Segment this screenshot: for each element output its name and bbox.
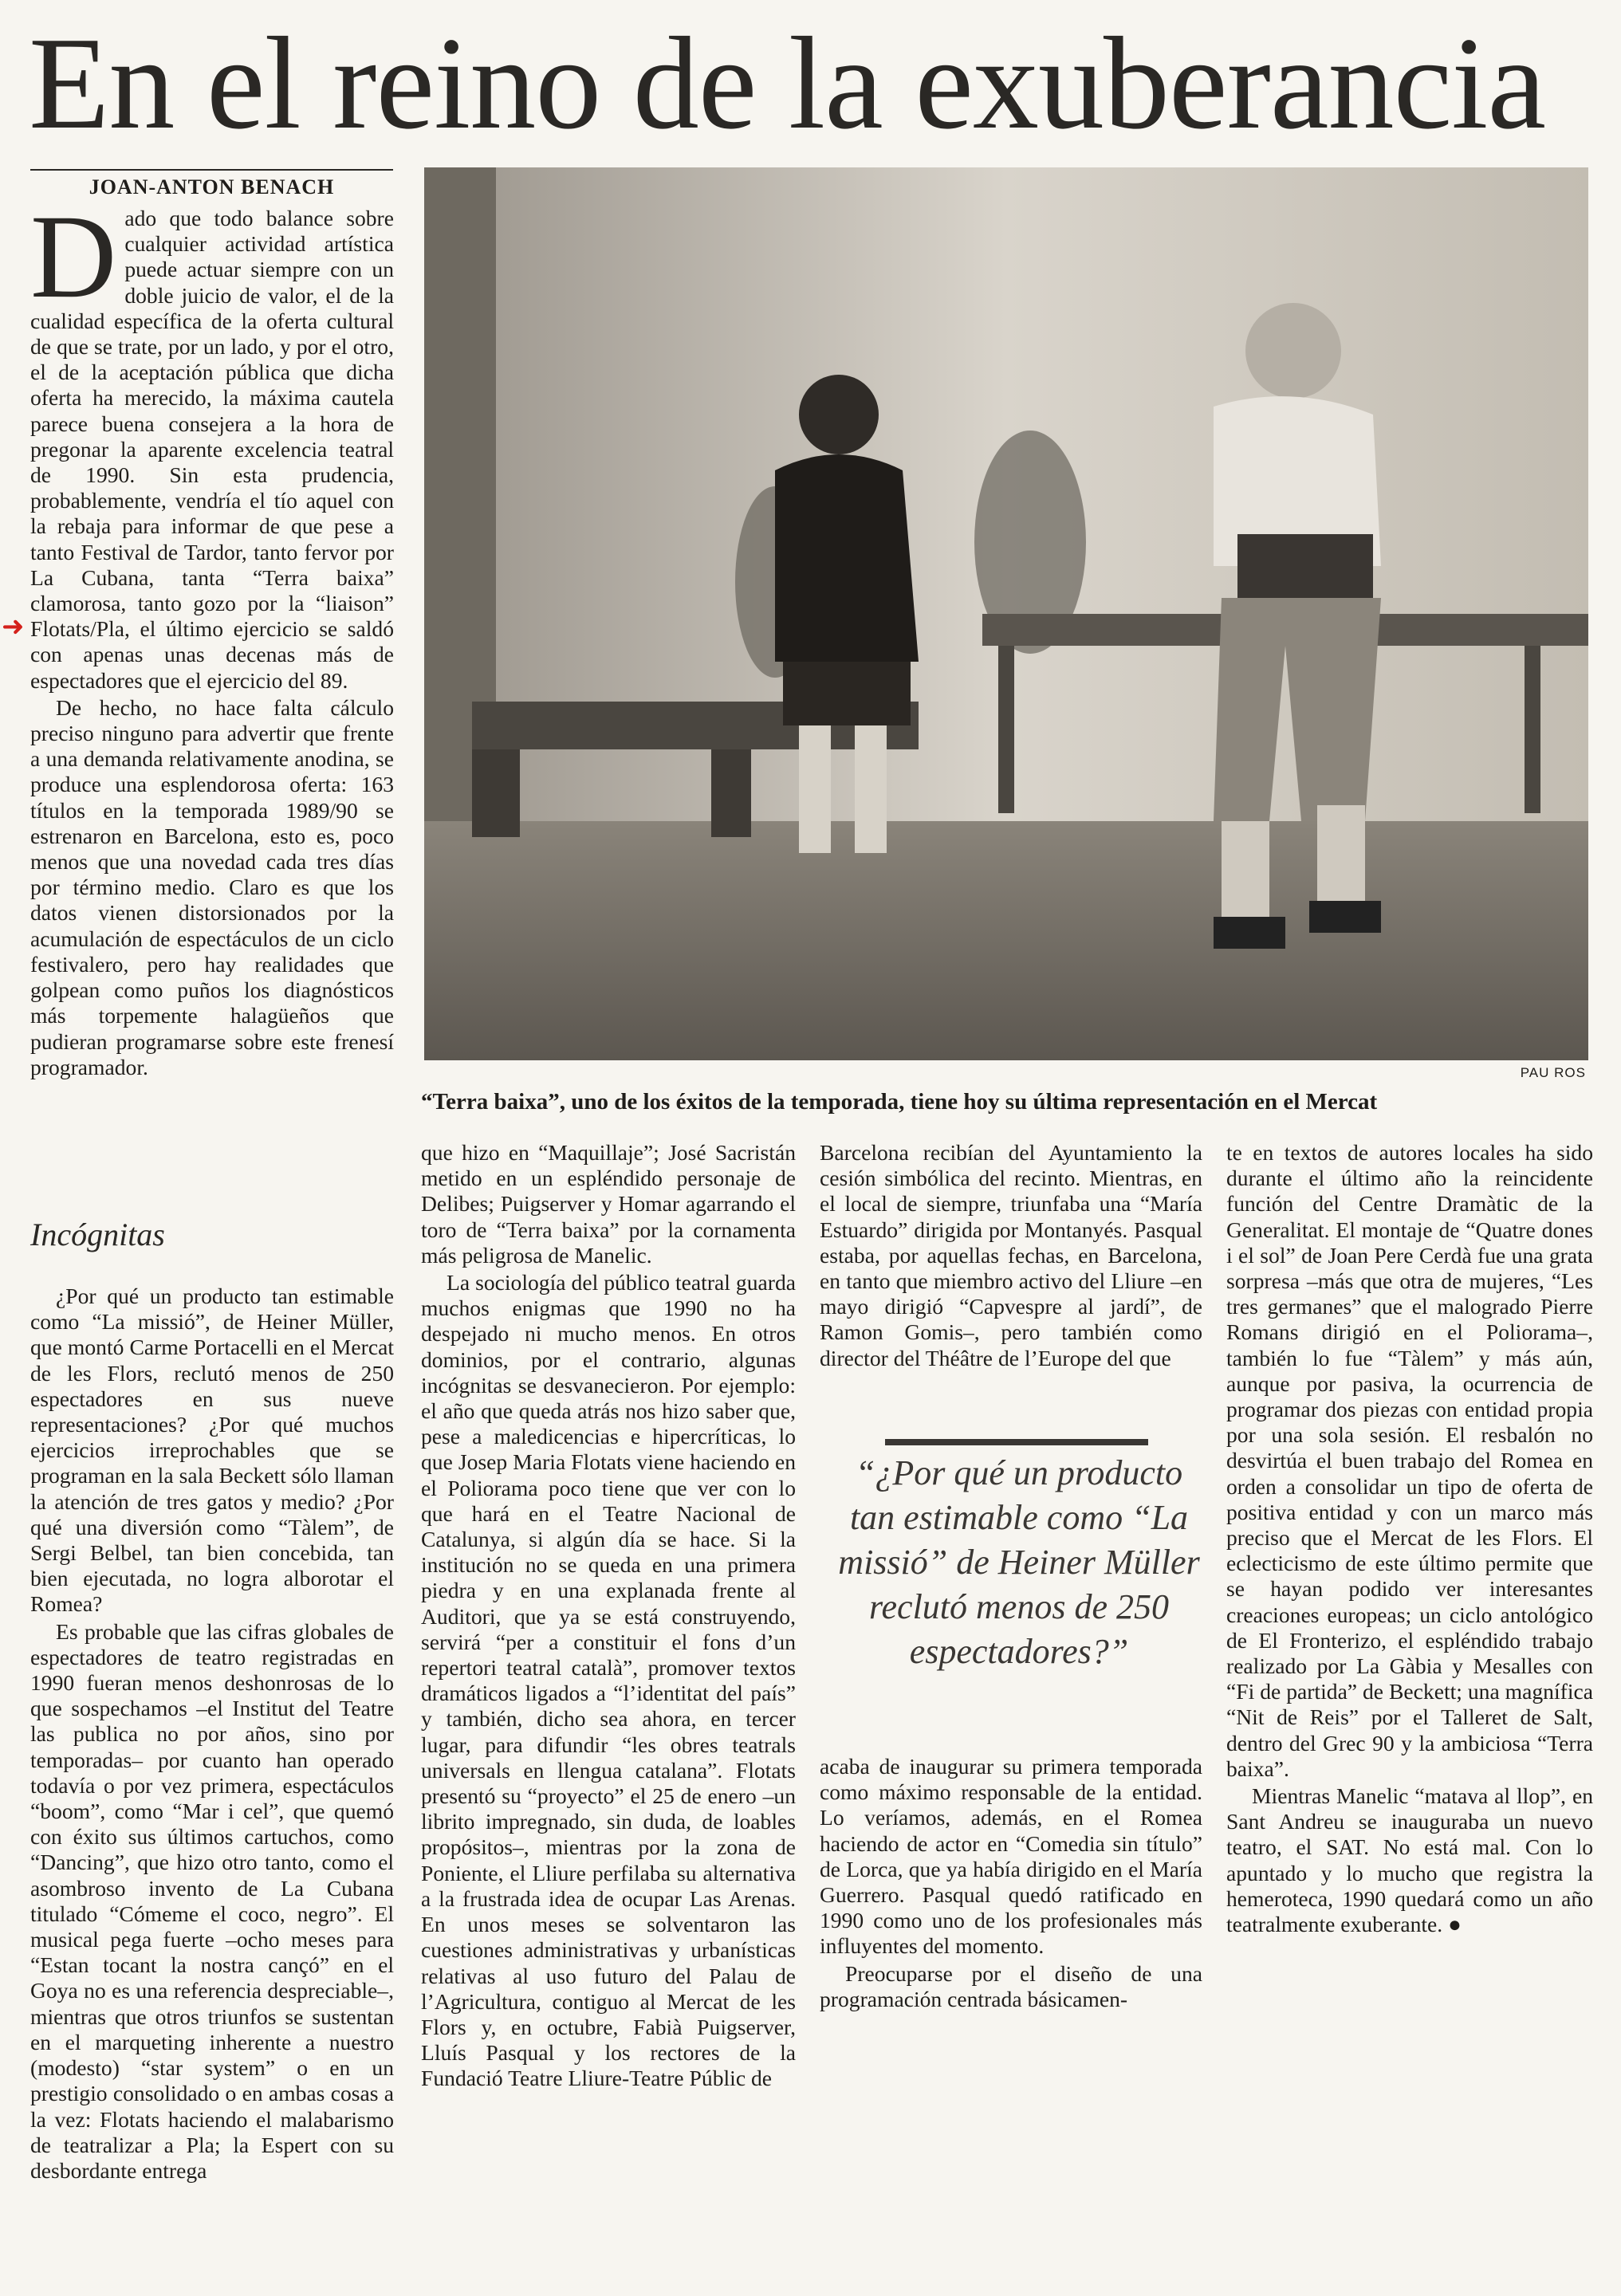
column-3-continued — [820, 1754, 1202, 2014]
paragraph: Preocuparse por el diseño de una programación centrada básicamen- — [820, 1960, 1202, 2011]
article-photo — [424, 167, 1588, 1060]
photo-caption: “Terra baixa”, uno de los éxitos de la temporada, tiene hoy su última representación en el Mercat — [421, 1089, 1378, 1115]
paragraph: ¿Por qué un producto tan estimable como “La missió”, de Heiner Müller, que montó Carme Portacelli en el Mercat de les Flors, reclutó menos de 250 espectadores en sus nueve representaciones? ¿Por qué muchos ejercicios irreprochables que se programan en la sala Beckett sólo llaman la atención de tres gatos y medio? ¿Por qué una diversión como “Tàlem”, de Sergi Belbel, tan bien concebida, tan bien ejecutada, no logra alborotar el Romea? — [30, 1284, 394, 1617]
paragraph: Mientras Manelic “matava al llop”, en Sant Andreu se inauguraba un nuevo teatro, el SAT. No está mal. Con lo apuntado y lo mucho que registra la hemeroteca, 1990 quedará como un año teatralmente exuberante. ● — [1226, 1783, 1593, 1937]
subhead: Incógnitas — [30, 1217, 165, 1252]
paragraph: De hecho, no hace falta cálculo preciso ninguno para advertir que frente a una demanda relativamente anodina, se produce una esplendorosa oferta: 163 títulos en la temporada 1989/90 se estrenaron en Barcelona, esto es, poco menos que una novedad cada tres días por término medio. Claro es que los datos vienen distorsionados por la acumulación de espectáculos de un ciclo festivalero, pero hay realidades que golpean como puños los diagnósticos más torpemente halagüeños que pudieran programarse sobre este frenesí programador. — [30, 694, 394, 1079]
byline: JOAN-ANTON BENACH — [30, 169, 393, 199]
photo-credit: PAU ROS — [1520, 1065, 1586, 1080]
column-3 — [820, 1140, 1202, 1373]
paragraph: Barcelona recibían del Ayuntamiento la cesión simbólica del recinto. Mientras, en el local de siempre, triunfaba una “María Estuardo” dirigida por Montanyés. Pasqual estaba, por aquellas fechas, en Barcelona, en tanto que miembro activo del Lliure –en mayo dirigió “Capvespre al jardí”, de Ramon Gomis–, pero también como director del Théâtre de l’Europe del que — [820, 1140, 1202, 1370]
paragraph: acaba de inaugurar su primera temporada como máximo responsable de la entidad. Lo veríamos, además, en el Romea haciendo de actor en “Comedia sin título” de Lorca, que ya había dirigido en el María Guerrero. Pasqual quedó ratificado en 1990 como uno de los profesionales más influyentes del momento. — [820, 1754, 1202, 1959]
column-4 — [1226, 1140, 1593, 1939]
paragraph: La sociología del público teatral guarda muchos enigmas que 1990 no ha despejado ni mucho menos. En otros dominios, por el contrario, algunas incógnitas se desvanecieron. Por ejemplo: el año que queda atrás nos hizo saber que, pese a maledicencias e hipercríticas, lo que Josep Maria Flotats viene haciendo en el Poliorama poco tiene que ver con lo que hará en el Teatre Nacional de Catalunya, si algún día se hace. Si la institución no se queda en una primera piedra y en una explanada frente al Auditori, que ya se está construyendo, servirá “per a constituir el fons d’un repertori teatral català”, promover textos dramáticos ligados a “l’identitat del país” y también, dicho sea ahora, en tercer lugar, para difundir “les obres teatrals universals en llengua catalana”. Flotats presentó su “proyecto” el 25 de enero –un librito impregnado, sin duda, de loables propósitos–, mientras por la zona de Poniente, el Lliure perfilaba su alternativa a la frustrada idea de ocupar Las Arenas. En unos meses se solventaron las cuestiones administrativas y urbanísticas relativas al uso futuro del Palau de l’Agricultura, contiguo al Mercat de les Flors y, en octubre, Fabià Puigserver, Lluís Pasqual y los rectores de la Fundació Teatre Lliure-Teatre Públic de — [421, 1270, 796, 2091]
stage-photo-illustration — [424, 167, 1588, 1060]
pullquote: “¿Por qué un producto tan estimable como “La missió” de Heiner Müller reclutó menos de 250 espectadores?” — [838, 1453, 1200, 1671]
lead-paragraph — [30, 191, 394, 694]
column-2 — [421, 1140, 796, 2094]
paragraph: te en textos de autores locales ha sido durante el último año la reincidente función del Centre Dramàtic de la Generalitat. El montaje de “Quatre dones i el sol” de Joan Pere Cerdà fue una grata sorpresa –más que otra de mujeres, “Les tres germanes” que el malogrado Pierre Romans dirigió en el Poliorama–, también lo fue “Tàlem” y más aún, aunque por pasiva, la ocurrencia de programar dos piezas con entidad propia por una sola sesión. El resbalón no desvirtúa el buen trabajo del Romea en orden a consolidar un tipo de oferta de positiva entidad y con un marco más preciso que el Mercat de les Flors. El eclecticismo de este último permite que se hayan podido ver interesantes creaciones europeas; un ciclo antológico de El Fronterizo, el espléndido trabajo realizado por La Gàbia y Mesalles con “Fi de partida” de Beckett; una magnífica “Nit de Reis” por el Talleret de Salt, dentro del Grec 90 y la ambiciosa “Terra baixa”. — [1226, 1140, 1593, 1781]
paragraph: que hizo en “Maquillaje”; José Sacristán metido en un espléndido personaje de Delibes; Puigserver y Homar agarrando el toro de “Terra baixa” por la cornamenta más peligrosa de Manelic. — [421, 1140, 796, 1268]
column-1 — [30, 191, 394, 1082]
paragraph-text: ado que todo balance sobre cualquier actividad artística puede actuar siempre con un doble juicio de valor, el de la cualidad específica de la oferta cultural de que se trate, por un lado, y por el otro, el de la aceptación pública que dicha oferta ha merecido, la máxima cautela parece buena consejera a la hora de pregonar la aparente excelencia teatral de 1990. Sin esta prudencia, probablemente, vendría el tío aquel con la rebaja para informar de que pese a tanto Festival de Tardor, tanto fervor por La Cubana, tanta “Terra baixa” clamorosa, tanto gozo por la “liaison” Flotats/Pla, el último ejercicio se saldó con apenas unas decenas más de espectadores que el ejercicio del 89. — [30, 206, 394, 693]
dropcap: D — [30, 191, 117, 323]
paragraph: Es probable que las cifras globales de espectadores de teatro registradas en 1990 fueran menos deshonrosas de lo que sospechamos –el Institut del Teatre las publica no por años, sino por temporadas– por cuanto han operado todavía o por vez primera, espectáculos “boom”, como “Mar i cel”, que quemó con éxito sus últimos cartuchos, como “Dancing”, que hizo otro tanto, como el asombroso invento de La Cubana titulado “Cómeme el coco, negro”. El musical pega fuerte –ocho meses para “Estan tocant la nostra cançó” en el Goya no es una referencia despreciable–, mientras que otros triunfos se sustentan en el marqueting inherente a nuestro (modesto) “star system” o en un prestigio consolidado o en ambas cosas a la vez: Flotats haciendo el malabarismo de teatralizar a Pla; la Espert con su desbordante entrega — [30, 1618, 394, 2183]
pullquote-rule — [885, 1439, 1148, 1445]
column-1-continued — [30, 1284, 394, 2185]
headline: En el reino de la exuberancia — [29, 10, 1546, 156]
arrow-marker-icon: ➜ — [2, 611, 25, 643]
